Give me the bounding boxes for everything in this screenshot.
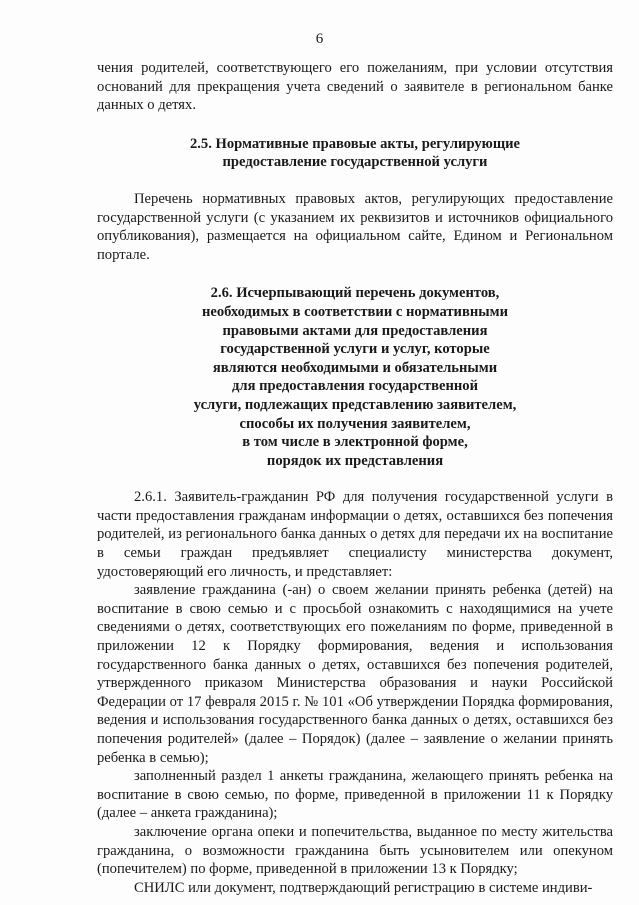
heading-line: услуги, подлежащих представлению заявителем, — [193, 396, 517, 413]
heading-line: правовыми актами для предоставления — [222, 322, 488, 339]
section-2-5-heading — [97, 135, 613, 172]
heading-line: для предоставления государственной — [232, 378, 478, 395]
heading-line: порядок их представления — [266, 452, 444, 469]
paragraph-2-6-1: 2.6.1. Заявитель-гражданин РФ для получения государственной услуги в части предоставления гражданам информации о детях, оставшихся без попечения родителей, из регионального банка данных о детях для передачи их на воспитание в семьи граждан предъявляет специалисту министерства документ, удостоверяющий его личность, и представляет: — [97, 489, 613, 580]
section-2-6-heading — [97, 284, 613, 470]
section-2-5-paragraph: Перечень нормативных правовых актов, регулирующих предоставление государственной услуги (с указанием их реквизитов и источников официального опубликования), размещается на официальном сайте, Едином и Региональном портале. — [97, 190, 613, 263]
heading-line: предоставление государственной услуги — [222, 154, 488, 171]
page-number: 6 — [315, 31, 324, 47]
heading-line: являются необходимыми и обязательными — [212, 359, 498, 376]
heading-line: 2.5. Нормативные правовые акты, регулирующие — [189, 135, 521, 152]
paragraph-snils: СНИЛС или документ, подтверждающий регистрацию в системе индиви- — [134, 879, 593, 896]
intro-paragraph: чения родителей, соответствующего его пожеланиям, при условии отсутствия оснований для прекращения учета сведений о заявителе в региональном банке данных о детях. — [97, 60, 613, 114]
heading-line: необходимых в соответствии с нормативными — [202, 303, 508, 320]
paragraph-guardianship-conclusion: заключение органа опеки и попечительства, выданное по месту жительства гражданина, о возможности гражданина быть усыновителем или опекуном (попечителем) по форме, приведенной в приложении 13 к Порядку; — [97, 823, 613, 878]
paragraph-questionnaire: заполненный раздел 1 анкеты гражданина, желающего принять ребенка на воспитание в свою семью, по форме, приведенной в приложении 11 к Порядку (далее – анкета гражданина); — [97, 768, 613, 822]
heading-line: 2.6. Исчерпывающий перечень документов, — [210, 285, 500, 302]
page-content — [97, 59, 613, 897]
heading-line: в том числе в электронной форме, — [242, 434, 468, 451]
heading-line: способы их получения заявителем, — [239, 415, 471, 432]
paragraph-application: заявление гражданина (-ан) о своем желании принять ребенка (детей) на воспитание в свою семью и с просьбой ознакомить с находящимися на учете сведениями о детях, соответствующих его пожеланиям по форме, приведенной в приложении 12 к Порядку формирования, ведения и использования государственного банка данных о детях, оставшихся без попечения родителей, утвержденного приказом Министерства образования и науки Российской Федерации от 17 февраля 2015 г. № 101 «Об утверждении Порядка формирования, ведения и использования государственного банка данных о детях, оставшихся без попечения родителей» (далее – Порядок) (далее – заявление о желании принять ребенка в семью); — [97, 582, 613, 766]
heading-line: государственной услуги и услуг, которые — [220, 341, 490, 358]
